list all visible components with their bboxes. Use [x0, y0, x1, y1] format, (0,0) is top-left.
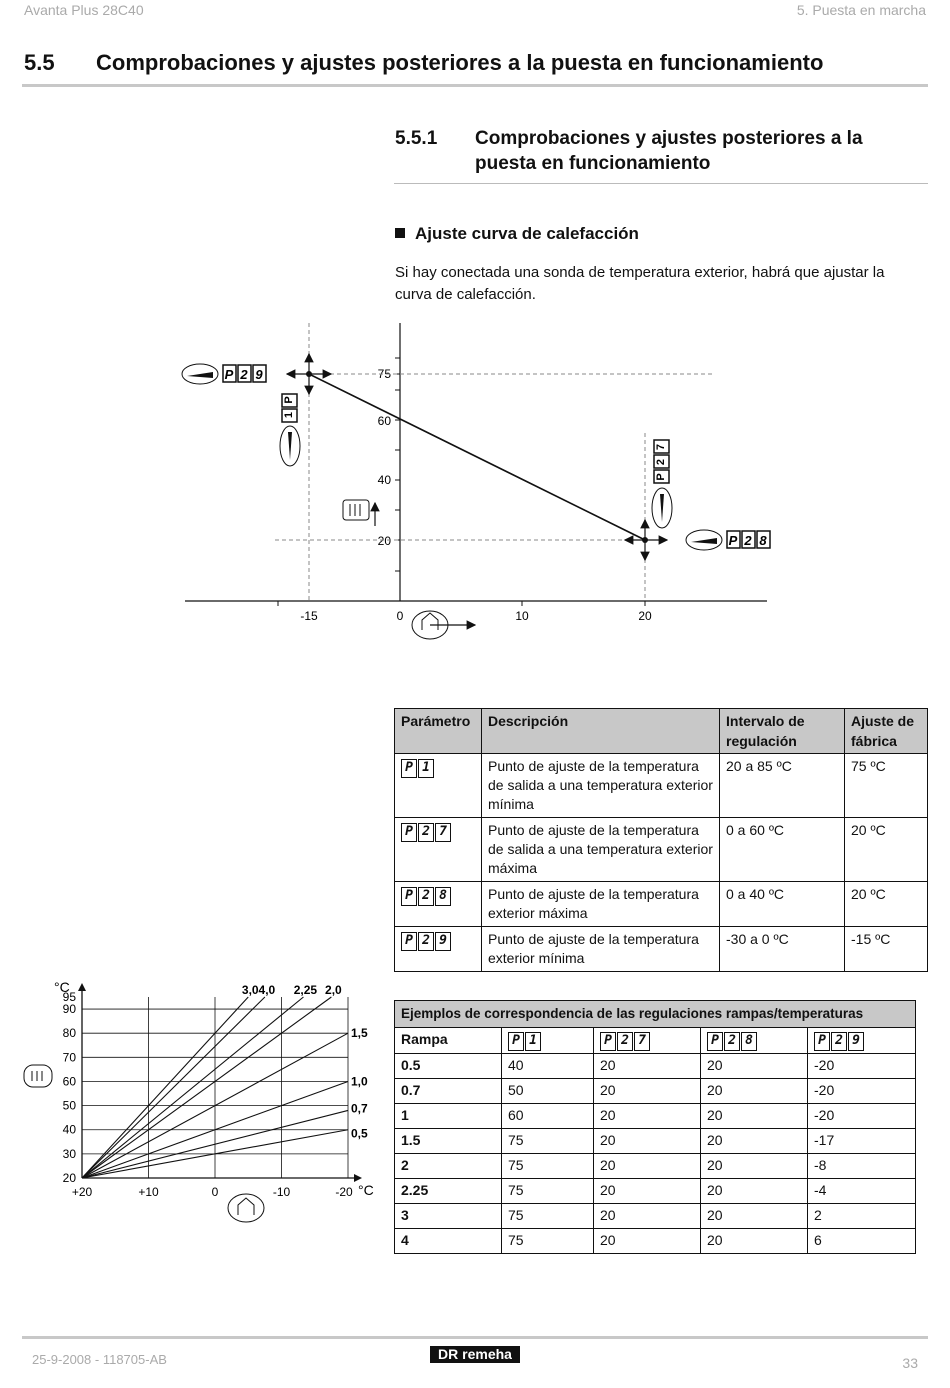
- y-tick-label: 90: [62, 1002, 76, 1017]
- table-caption-row: [395, 1001, 916, 1028]
- value-cell: 6: [808, 1229, 916, 1254]
- value-cell: -20: [808, 1079, 916, 1104]
- y-tick-label: 60: [62, 1074, 76, 1089]
- value-cell: 50: [502, 1079, 594, 1104]
- table-row: [395, 818, 928, 882]
- radiator-icon: [24, 1065, 52, 1087]
- code-display-p29: P 2 9: [401, 932, 451, 951]
- column-header: Descripción: [482, 709, 720, 754]
- heating-curve-line: [309, 374, 645, 540]
- y-tick-label: 95: [62, 990, 76, 1004]
- topic-title: Ajuste curva de calefacción: [415, 224, 639, 243]
- value-cell: 20: [594, 1104, 701, 1129]
- svg-text:P: P: [283, 396, 295, 404]
- radiator-icon: [343, 500, 369, 520]
- svg-text:2: 2: [240, 367, 248, 382]
- code-display-p29: P 2 9: [814, 1032, 864, 1051]
- table-row: [395, 882, 928, 927]
- value-cell: 20: [594, 1179, 701, 1204]
- x-tick-label: 0: [211, 1185, 219, 1199]
- ramp-cell: 2: [395, 1154, 502, 1179]
- value-cell: 75: [502, 1129, 594, 1154]
- value-cell: 20: [701, 1154, 808, 1179]
- table-row: [395, 1104, 916, 1129]
- remeha-logo: DR remeha: [430, 1346, 520, 1363]
- table-row: [395, 754, 928, 818]
- x-tick-label: -10: [272, 1185, 291, 1199]
- param-desc: Punto de ajuste de la temperatura de salida a una temperatura exterior máxima: [482, 818, 720, 882]
- ramp-cell: 4: [395, 1229, 502, 1254]
- param-factory: 75 ºC: [845, 754, 928, 818]
- svg-text:7: 7: [655, 443, 667, 451]
- x-axis-arrow: [354, 1174, 362, 1182]
- param-range: 20 a 85 ºC: [720, 754, 845, 818]
- value-cell: 20: [594, 1229, 701, 1254]
- param-factory: -15 ºC: [845, 927, 928, 972]
- section-title: Comprobaciones y ajustes posteriores a la puesta en funcionamiento: [96, 50, 824, 75]
- ramp-cell: 3: [395, 1204, 502, 1229]
- code-p28: [727, 531, 770, 548]
- curve-label: 2,0: [325, 983, 342, 997]
- code-p29: [223, 365, 266, 382]
- y-tick-label: 20: [377, 534, 391, 548]
- param-factory: 20 ºC: [845, 818, 928, 882]
- value-cell: 20: [701, 1104, 808, 1129]
- value-cell: 40: [502, 1054, 594, 1079]
- svg-text:P: P: [655, 473, 667, 481]
- ramp-cell: 1.5: [395, 1129, 502, 1154]
- value-cell: 20: [701, 1054, 808, 1079]
- param-code-cell: [395, 882, 482, 927]
- page-number: 33: [902, 1355, 918, 1371]
- value-cell: 20: [594, 1204, 701, 1229]
- x-tick-label: +20: [71, 1185, 93, 1199]
- y-tick-label: 20: [62, 1171, 76, 1185]
- param-range: 0 a 60 ºC: [720, 818, 845, 882]
- param-code-cell: [395, 818, 482, 882]
- curve-label: 3,0: [241, 983, 259, 997]
- ramp-chart: [18, 975, 383, 1230]
- footer-rule: [22, 1336, 928, 1339]
- value-cell: -20: [808, 1104, 916, 1129]
- value-cell: 20: [594, 1129, 701, 1154]
- curve-label: 2,25: [293, 983, 318, 997]
- section-heading: [24, 50, 823, 76]
- ramp-cell: 1: [395, 1104, 502, 1129]
- curve-label: 1,5: [351, 1026, 368, 1041]
- value-cell: 60: [502, 1104, 594, 1129]
- table-row: [395, 1229, 916, 1254]
- column-header: Ajuste de fábrica: [845, 709, 928, 754]
- section-number: 5.5: [24, 50, 55, 75]
- table-row: [395, 1129, 916, 1154]
- value-cell: 75: [502, 1204, 594, 1229]
- value-cell: 75: [502, 1179, 594, 1204]
- footer-date-ref: 25-9-2008 - 118705-AB: [32, 1352, 167, 1367]
- x-tick-label: 0: [396, 609, 404, 623]
- param-code-cell: [395, 754, 482, 818]
- param-code-cell: [395, 927, 482, 972]
- param-range: -30 a 0 ºC: [720, 927, 845, 972]
- code-display-p27: P 2 7: [600, 1032, 650, 1051]
- curve-line: [82, 997, 331, 1178]
- column-header: [701, 1028, 808, 1054]
- value-cell: -17: [808, 1129, 916, 1154]
- svg-text:2: 2: [744, 533, 752, 548]
- heating-curve-diagram: [175, 318, 785, 648]
- column-header: [594, 1028, 701, 1054]
- topic-heading: [395, 224, 639, 244]
- value-cell: 20: [701, 1204, 808, 1229]
- value-cell: 20: [701, 1179, 808, 1204]
- table-row: [395, 1079, 916, 1104]
- y-axis-arrow: [78, 983, 86, 991]
- curve-line: [82, 997, 265, 1178]
- svg-text:9: 9: [255, 367, 263, 382]
- table-header-row: [395, 709, 928, 754]
- value-cell: -4: [808, 1179, 916, 1204]
- param-factory: 20 ºC: [845, 882, 928, 927]
- y-tick-label: 30: [62, 1146, 76, 1161]
- curve-label: 0,5: [351, 1126, 368, 1141]
- ramp-cell: 2.25: [395, 1179, 502, 1204]
- param-desc: Punto de ajuste de la temperatura exterior máxima: [482, 882, 720, 927]
- column-header: [502, 1028, 594, 1054]
- curve-label: 0,7: [351, 1101, 368, 1116]
- table-row: [395, 1154, 916, 1179]
- code-p27: [654, 440, 669, 483]
- table-row: [395, 1179, 916, 1204]
- value-cell: -20: [808, 1054, 916, 1079]
- svg-text:2: 2: [655, 458, 667, 466]
- x-tick-label: -20: [335, 1185, 353, 1199]
- curve-line: [82, 997, 303, 1178]
- y-unit-label: °C: [54, 979, 70, 995]
- chapter-title: 5. Puesta en marcha: [796, 2, 926, 18]
- column-header: [808, 1028, 916, 1054]
- x-tick-label: 10: [515, 609, 529, 623]
- column-header: Rampa: [395, 1028, 502, 1054]
- table-row: [395, 1204, 916, 1229]
- value-cell: 75: [502, 1154, 594, 1179]
- table-row: [395, 1054, 916, 1079]
- code-display-p1: P 1: [508, 1032, 541, 1051]
- column-header: Intervalo de regulación: [720, 709, 845, 754]
- param-desc: Punto de ajuste de la temperatura exterior mínima: [482, 927, 720, 972]
- value-cell: 20: [594, 1154, 701, 1179]
- x-unit-label: °C: [358, 1182, 374, 1198]
- table-header-row: [395, 1028, 916, 1054]
- curve-line: [82, 997, 248, 1178]
- value-cell: 20: [701, 1129, 808, 1154]
- topic-paragraph: Si hay conectada una sonda de temperatura exterior, habrá que ajustar la curva de calefacción.: [395, 264, 885, 303]
- code-display-p28: P 2 8: [401, 887, 451, 906]
- value-cell: 20: [701, 1229, 808, 1254]
- subsection-title: Comprobaciones y ajustes posteriores a la puesta en funcionamiento: [475, 128, 863, 174]
- param-range: 0 a 40 ºC: [720, 882, 845, 927]
- svg-text:8: 8: [759, 533, 767, 548]
- value-cell: 75: [502, 1229, 594, 1254]
- code-p1: [282, 394, 297, 422]
- y-tick-label: 50: [62, 1098, 76, 1113]
- table-row: [395, 927, 928, 972]
- value-cell: 20: [594, 1079, 701, 1104]
- table-caption: Ejemplos de correspondencia de las regulaciones rampas/temperaturas: [395, 1001, 916, 1028]
- x-tick-label: 20: [638, 609, 652, 623]
- code-display-p1: P 1: [401, 759, 434, 778]
- subsection-rule: [394, 183, 928, 184]
- x-tick-label: -15: [300, 609, 318, 623]
- square-bullet-icon: [395, 228, 405, 238]
- ramp-cell: 0.7: [395, 1079, 502, 1104]
- parameter-table: [394, 708, 928, 972]
- ramp-table: [394, 1000, 916, 1254]
- svg-text:P: P: [728, 533, 738, 548]
- code-display-p27: P 2 7: [401, 823, 451, 842]
- section-rule: [22, 84, 928, 87]
- y-tick-label: 70: [62, 1050, 76, 1065]
- y-tick-label: 60: [377, 414, 391, 428]
- svg-text:1: 1: [283, 411, 295, 419]
- y-tick-label: 75: [377, 367, 391, 381]
- y-tick-label: 80: [62, 1026, 76, 1041]
- value-cell: 2: [808, 1204, 916, 1229]
- ramp-cell: 0.5: [395, 1054, 502, 1079]
- x-tick-label: +10: [138, 1185, 159, 1199]
- param-desc: Punto de ajuste de la temperatura de salida a una temperatura exterior mínima: [482, 754, 720, 818]
- doc-title: Avanta Plus 28C40: [24, 2, 144, 18]
- curve-label: 4,0: [258, 983, 276, 997]
- value-cell: -8: [808, 1154, 916, 1179]
- y-tick-label: 40: [377, 473, 391, 487]
- svg-text:P: P: [224, 367, 234, 382]
- value-cell: 20: [701, 1079, 808, 1104]
- y-tick-label: 40: [62, 1122, 76, 1137]
- column-header: Parámetro: [395, 709, 482, 754]
- subsection-number: 5.5.1: [395, 128, 438, 149]
- curve-label: 1,0: [351, 1074, 368, 1089]
- value-cell: 20: [594, 1054, 701, 1079]
- code-display-p28: P 2 8: [707, 1032, 757, 1051]
